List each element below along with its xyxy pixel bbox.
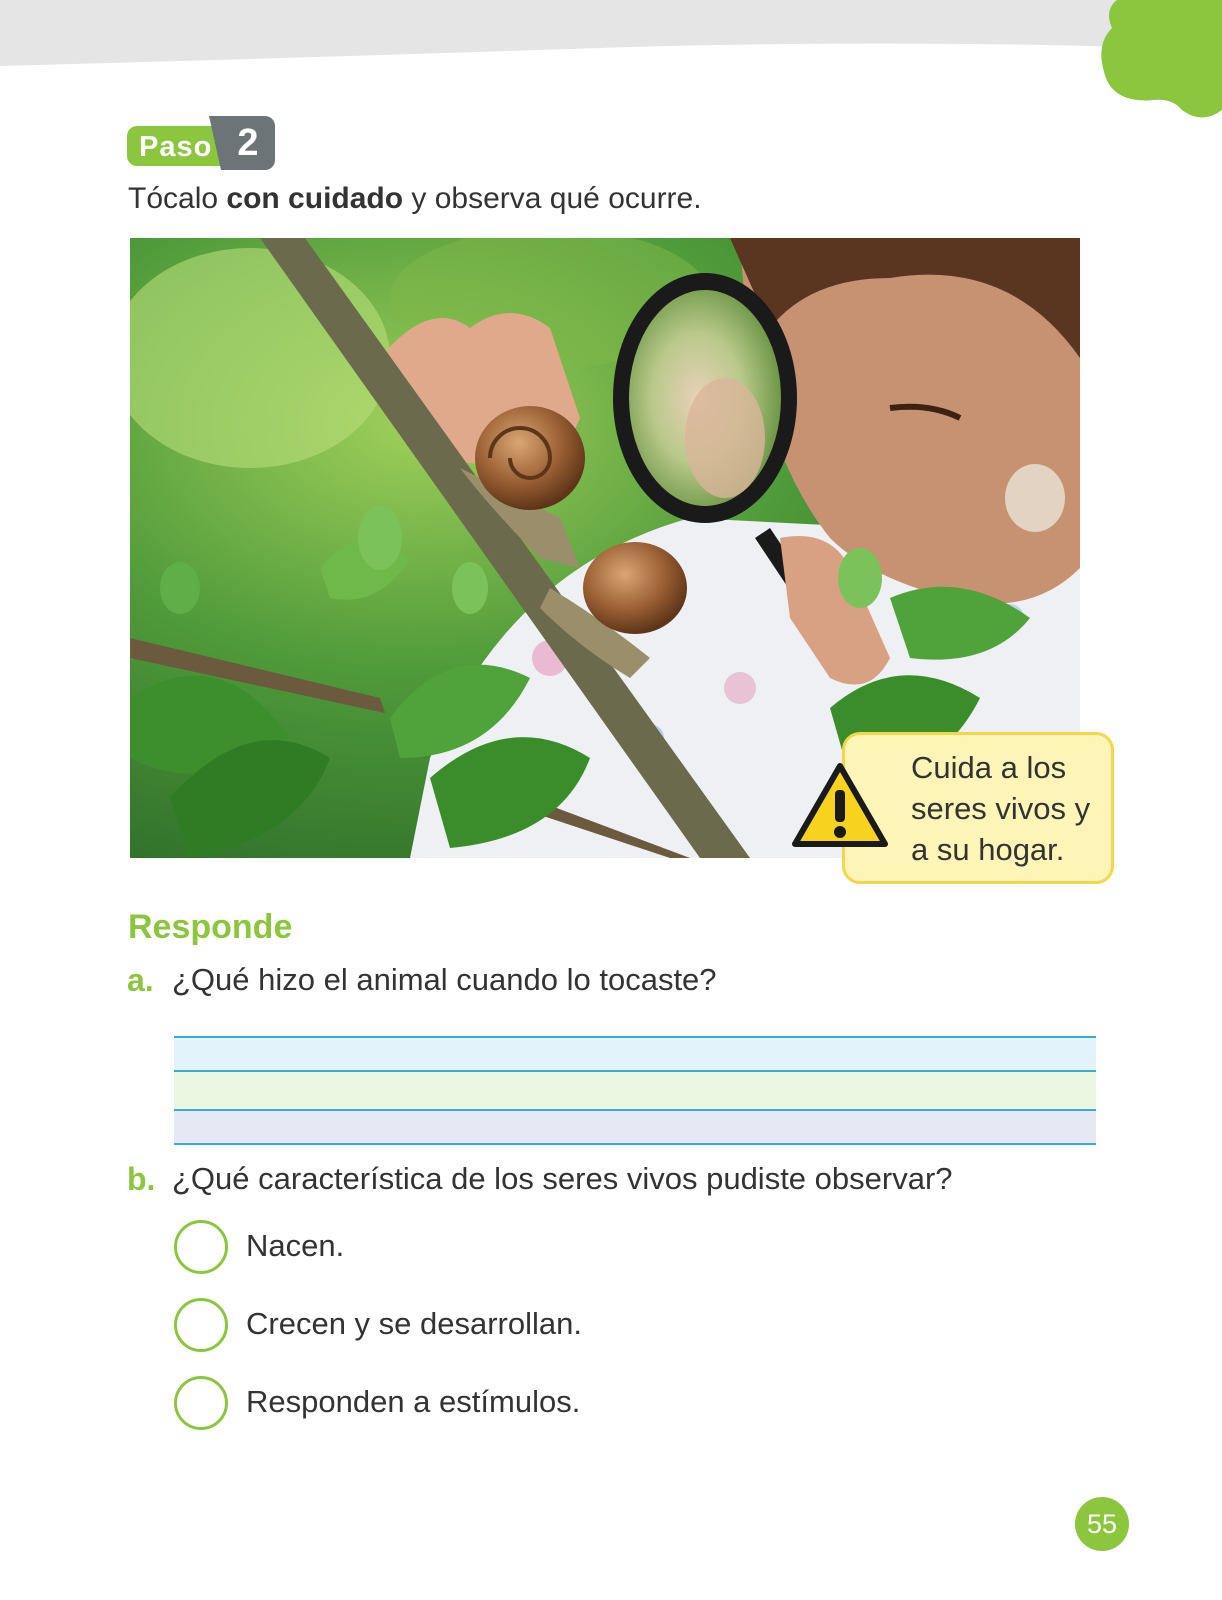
option-label: Nacen. bbox=[246, 1228, 345, 1263]
answer-lines[interactable] bbox=[174, 1036, 1096, 1152]
question-a-text: ¿Qué hizo el animal cuando lo tocaste? bbox=[172, 962, 717, 997]
question-b-letter: b. bbox=[127, 1161, 156, 1197]
instruction-start: Tócalo bbox=[128, 182, 227, 215]
instruction-emphasis: con cuidado bbox=[226, 182, 404, 215]
warning-icon bbox=[790, 760, 890, 850]
section-title: Responde bbox=[128, 908, 293, 946]
option-label: Responden a estímulos. bbox=[246, 1384, 581, 1419]
step-number: 2 bbox=[221, 116, 275, 170]
corner-decoration bbox=[1082, 0, 1222, 125]
answer-rule bbox=[174, 1070, 1096, 1072]
step-label: Paso bbox=[127, 126, 239, 166]
answer-band-middle bbox=[174, 1071, 1096, 1110]
option-radio[interactable] bbox=[174, 1376, 228, 1430]
question-a-letter: a. bbox=[127, 962, 154, 998]
safety-note-text: Cuida a los seres vivos y a su hogar. bbox=[911, 750, 1091, 867]
instruction-end: y observa qué ocurre. bbox=[403, 182, 702, 215]
answer-rule bbox=[174, 1036, 1096, 1038]
answer-rule bbox=[174, 1143, 1096, 1145]
option-responden[interactable] bbox=[174, 1376, 774, 1436]
answer-rule bbox=[174, 1109, 1096, 1111]
option-radio[interactable] bbox=[174, 1298, 228, 1352]
page-number: 55 bbox=[1075, 1497, 1129, 1551]
option-crecen[interactable] bbox=[174, 1298, 774, 1358]
option-nacen[interactable] bbox=[174, 1220, 774, 1280]
option-label: Crecen y se desarrollan. bbox=[246, 1306, 582, 1341]
header-band bbox=[0, 0, 1222, 80]
question-b-text: ¿Qué característica de los seres vivos pudiste observar? bbox=[172, 1161, 953, 1196]
answer-band-top bbox=[174, 1036, 1096, 1071]
option-radio[interactable] bbox=[174, 1220, 228, 1274]
answer-band-bottom bbox=[174, 1110, 1096, 1145]
step-badge bbox=[127, 116, 277, 170]
instruction-text bbox=[128, 182, 702, 216]
